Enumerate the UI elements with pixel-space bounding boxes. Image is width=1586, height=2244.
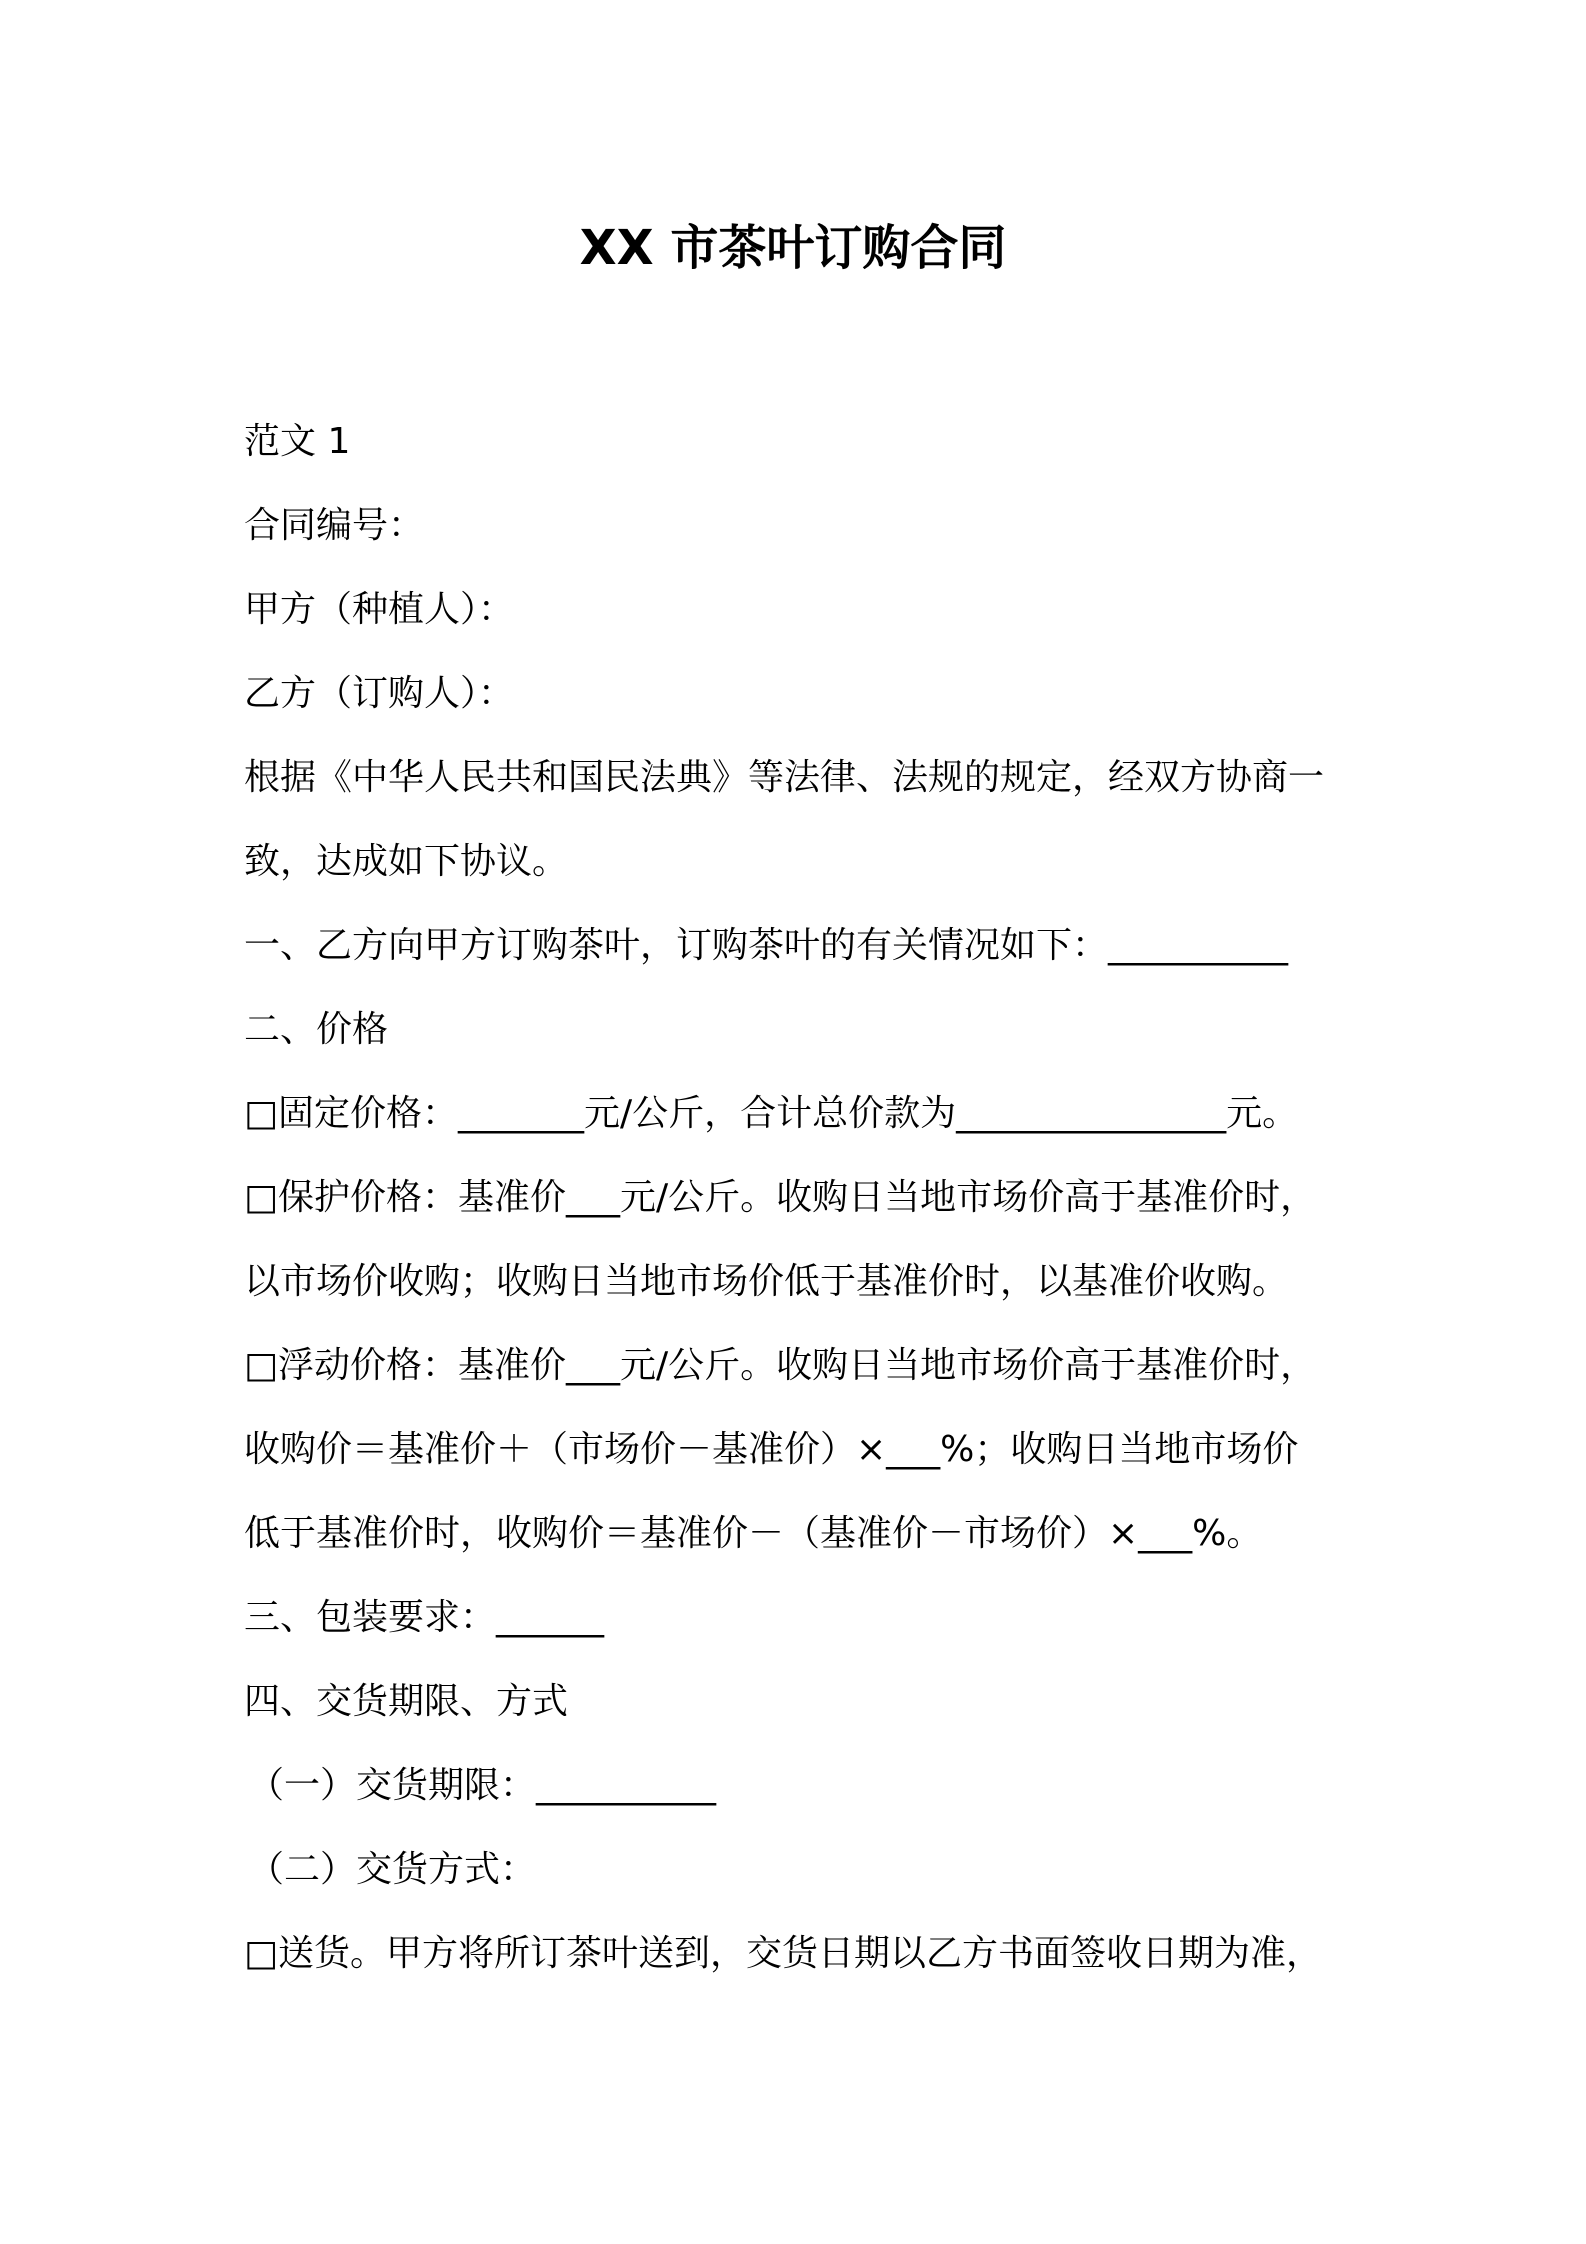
delivery-option-line-1: □送货。甲方将所订茶叶送到，交货日期以乙方书面签收日期为准，	[244, 1933, 1323, 1974]
sample-label: 范文 1	[244, 421, 351, 462]
preamble-line-1: 根据《中华人民共和国民法典》等法律、法规的规定，经双方协商一	[244, 757, 1325, 798]
preamble-line-2: 致，达成如下协议。	[244, 841, 569, 882]
protected-price-option-line-1: □保护价格：基准价___元/公斤。收购日当地市场价高于基准价时，	[244, 1177, 1317, 1218]
clause-1: 一、乙方向甲方订购茶叶，订购茶叶的有关情况如下：__________	[244, 925, 1289, 966]
clause-3: 三、包装要求：______	[244, 1597, 605, 1638]
party-a-line: 甲方（种植人）：	[244, 589, 515, 630]
contract-number-line: 合同编号：	[244, 505, 425, 546]
clause-2-heading: 二、价格	[244, 1009, 389, 1050]
document-title: XX 市茶叶订购合同	[579, 220, 1007, 276]
document-body	[244, 400, 1364, 1996]
protected-price-option-line-2: 以市场价收购；收购日当地市场价低于基准价时，以基准价收购。	[244, 1261, 1289, 1302]
floating-price-option-line-1: □浮动价格：基准价___元/公斤。收购日当地市场价高于基准价时，	[244, 1345, 1317, 1386]
floating-price-option-line-2: 收购价＝基准价＋（市场价－基准价）×___%；收购日当地市场价	[244, 1429, 1299, 1470]
delivery-deadline: （一）交货期限：__________	[248, 1765, 717, 1806]
clause-4-heading: 四、交货期限、方式	[244, 1681, 569, 1722]
delivery-method: （二）交货方式：	[248, 1849, 537, 1890]
floating-price-option-line-3: 低于基准价时，收购价＝基准价－（基准价－市场价）×___%。	[244, 1513, 1263, 1554]
fixed-price-option: □固定价格：_______元/公斤，合计总价款为_______________元。	[244, 1093, 1299, 1134]
party-b-line: 乙方（订购人）：	[244, 673, 515, 714]
